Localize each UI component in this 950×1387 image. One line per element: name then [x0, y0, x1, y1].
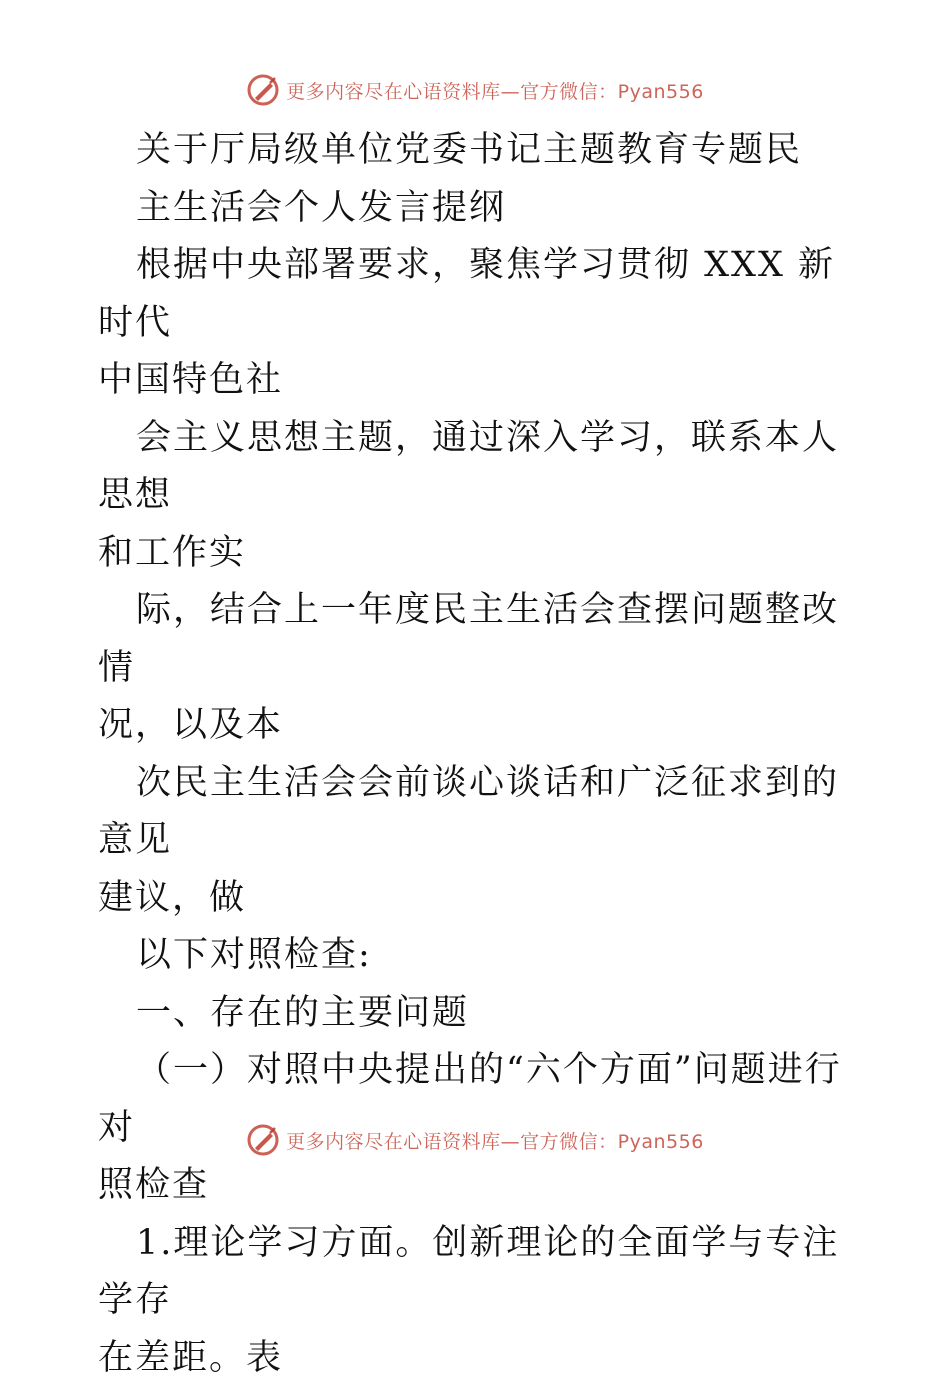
- text-line: 和工作实: [98, 525, 858, 583]
- watermark-text: 更多内容尽在心语资料库—官方微信：Pyan556: [286, 77, 704, 104]
- text-line: 会主义思想主题，通过深入学习，联系本人思想: [98, 410, 858, 525]
- text-line: 次民主生活会会前谈心谈话和广泛征求到的意见: [98, 755, 858, 870]
- text-line: 中国特色社: [98, 352, 858, 410]
- watermark-header: [0, 70, 950, 110]
- quill-seal-icon: [246, 73, 280, 107]
- text-line: 际，结合上一年度民主生活会查摆问题整改情: [98, 582, 858, 697]
- document-body: [98, 122, 858, 1387]
- watermark-footer: [0, 1120, 950, 1160]
- text-line: 照检查: [98, 1157, 858, 1215]
- text-line: 主生活会个人发言提纲: [98, 180, 858, 238]
- text-line: 关于厅局级单位党委书记主题教育专题民: [98, 122, 858, 180]
- text-line: 建议，做: [98, 870, 858, 928]
- text-line: 一、存在的主要问题: [98, 985, 858, 1043]
- watermark-text: 更多内容尽在心语资料库—官方微信：Pyan556: [286, 1127, 704, 1154]
- text-line: 在差距。表: [98, 1330, 858, 1387]
- text-line: 况，以及本: [98, 697, 858, 755]
- text-line: （一）对照中央提出的“六个方面”问题进行对: [98, 1042, 858, 1157]
- text-line: 以下对照检查:: [98, 927, 858, 985]
- text-line: 1.理论学习方面。创新理论的全面学与专注学存: [98, 1215, 858, 1330]
- text-line: 根据中央部署要求，聚焦学习贯彻 XXX 新时代: [98, 237, 858, 352]
- quill-seal-icon: [246, 1123, 280, 1157]
